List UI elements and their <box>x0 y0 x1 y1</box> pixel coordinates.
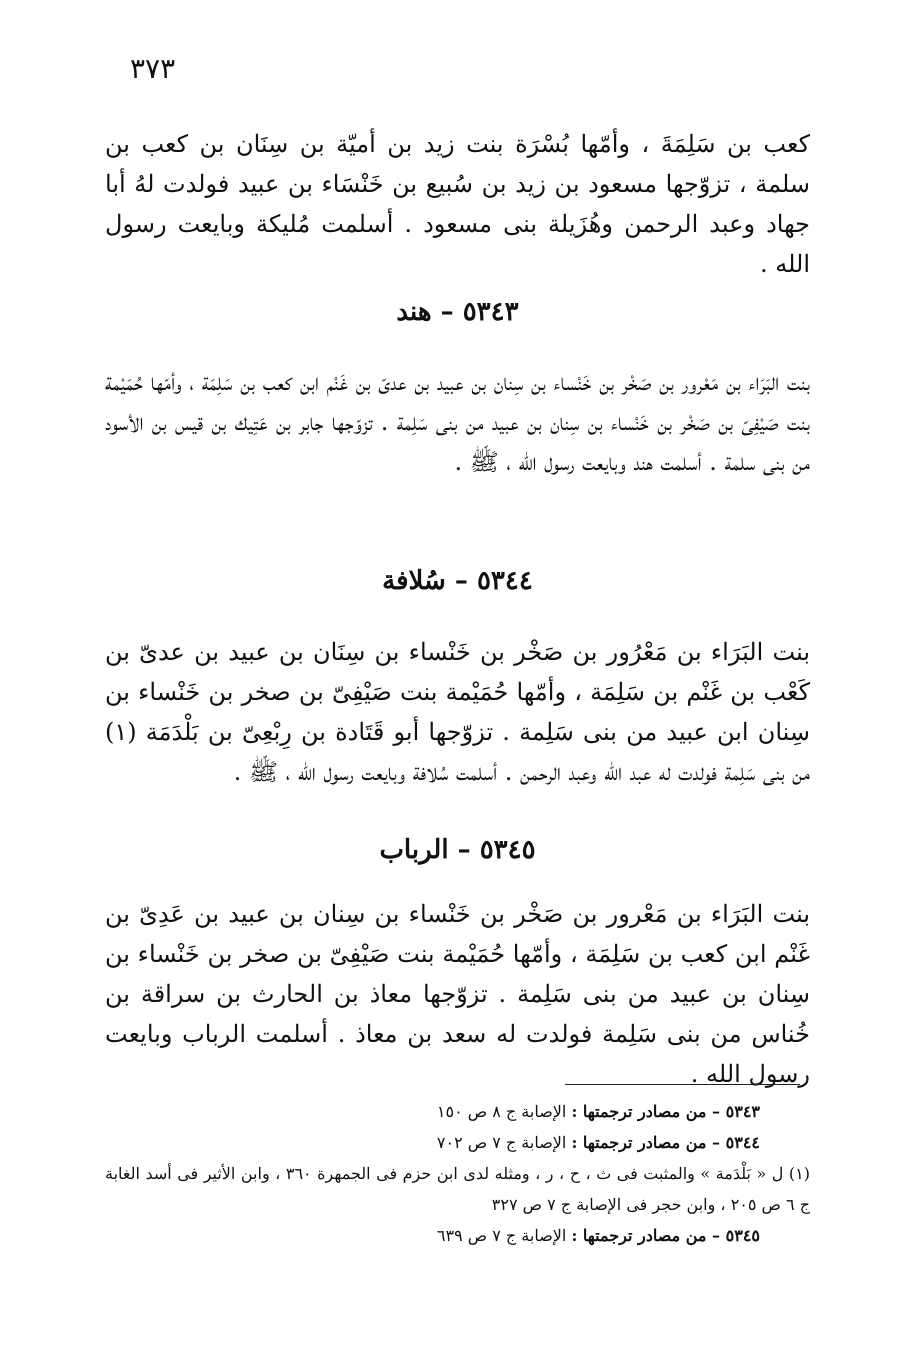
entry-heading-5344: ٥٣٤٤ – سُلافة <box>382 566 533 596</box>
entry-body-5345: بنت البَرَاء بن مَعْرور بن صَخْر بن خَنْساء بن سِنان بن عبيد بن عَدِىّ بن غَنْم ابن كعب بن سَلِمَة ، وأمّها حُمَيْمة بنت صَيْفِىّ بن صخر بن خَنْساء بن سِنان بن عبيد من بنى سَلِمة . تزوّجها معاذ بن الحارث بن سراقة بن خُناس من بنى سَلِمة فولدت له سعد بن معاذ . أسلمت الرباب وبايعت رسول الله . <box>105 900 810 1088</box>
footnote-label: ٥٣٤٤ – من مصادر ترجمتها : <box>571 1133 760 1152</box>
footnote-text: الإصابة ج ٧ ص ٧٠٢ <box>436 1133 567 1152</box>
footnote-sources-5345 <box>105 1220 810 1251</box>
intro-paragraph: كعب بن سَلِمَةَ ، وأمّها بُسْرَة بنت زيد بن أميّة بن سِنَان بن كعب بن سلمة ، تزوّجها مسعود بن زيد بن سُبيع بن خَنْسَاء بن عبيد فولدت لهُ أبا جهاد وعبد الرحمن وهُزَيلة بنى مسعود . أسلمت مُليكة وبايعت رسول الله . <box>105 130 810 278</box>
page-number: ٣٧٣ <box>130 52 176 85</box>
footnote-text: الإصابة ج ٨ ص ١٥٠ <box>436 1102 567 1121</box>
entry-heading-5343: ٥٣٤٣ – هند <box>396 297 519 327</box>
footnote-text: الإصابة ج ٧ ص ٦٣٩ <box>436 1226 567 1245</box>
footnotes <box>105 1096 810 1251</box>
footnote-label: ٥٣٤٣ – من مصادر ترجمتها : <box>571 1102 760 1121</box>
entry-body-5344: بنت البَرَاء بن مَعْرُور بن صَخْر بن خَنْساء بن سِنَان بن عبيد بن عدىّ بن كَعْب بن غَنْم بن سَلِمَة ، وأمّها حُمَيْمة بنت صَيْفِىّ بن صخر بن خَنْساء بن سِنان ابن عبيد من بنى سَلِمة . تزوّجها أبو قَتَادة بن رِبْعِىّ بن بَلْدَمَة (١) من بنى سَلِمة فولدت له عبد الله وعبد الرحمن . أسلمت سُلافة وبايعت رسول الله ، ﷺ . <box>105 638 810 786</box>
entry-body-5343: بنت البَرَاء بن مَعْرور بن صَخْر بن خَنْساء بن سِنان بن عبيد بن عدىّ بن غَنْم ابن كعب بن سَلِمَة ، وأمّها حُمَيْمة بنت صَيْفِىّ بن صَخْر بن خَنْساء بن سِنان بن عبيد من بنى سَلِمة . تزوّجها جابر بن عَتِيك بن قيس بن الأسود من بنى سلمة . أسلمت هند وبايعت رسول الله ، ﷺ . <box>105 368 810 476</box>
footnote-label: ٥٣٤٥ – من مصادر ترجمتها : <box>571 1226 760 1245</box>
footnote-sources-5344 <box>105 1127 810 1158</box>
footnote-1: (١) ل « بَلْدَمة » والمثبت فى ث ، ح ، ر ، ومثله لدى ابن حزم فى الجمهرة ٣٦٠ ، وابن الأثير فى أسد الغابة ج ٦ ص ٢٠٥ ، وابن حجر فى الإصابة ج ٧ ص ٣٢٧ <box>105 1164 811 1214</box>
footnote-divider <box>565 1084 800 1085</box>
entry-heading-5345: ٥٣٤٥ – الرباب <box>379 835 536 865</box>
footnote-sources-5343 <box>105 1096 810 1127</box>
